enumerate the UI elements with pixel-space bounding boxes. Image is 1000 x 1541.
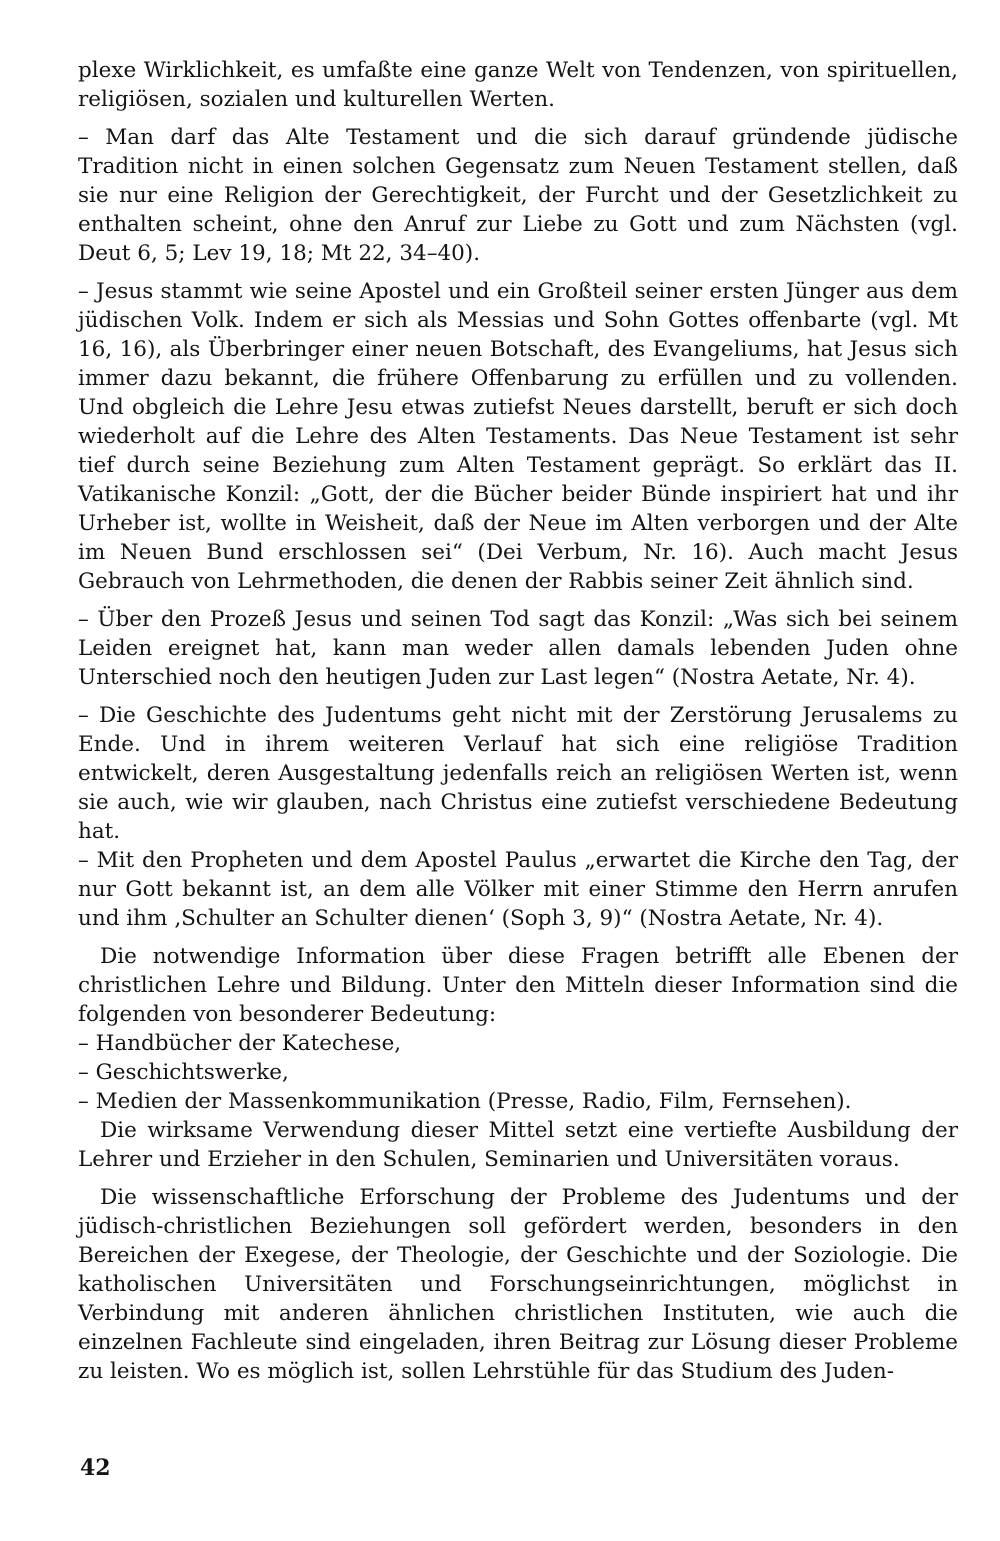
list-item: – Medien der Massenkommunikation (Presse, Radio, Film, Fernsehen). <box>78 1089 852 1114</box>
paragraph-effective-use: Die wirksame Verwendung dieser Mittel setzt eine vertiefte Ausbildung der Lehrer und Erzieher in den Schulen, Seminarien und Universitäten voraus. <box>78 1118 958 1172</box>
paragraph-jesus-origin: – Jesus stammt wie seine Apostel und ein Großteil seiner ersten Jünger aus dem jüdischen Volk. Indem er sich als Messias und Sohn Gottes offenbarte (vgl. Mt 16, 16), als Überbringer einer neuen Botschaft, des Evangeliums, hat Jesus sich immer dazu bekannt, die frühere Offenbarung zu erfüllen und zu vollenden. Und obgleich die Lehre Jesu etwas zutiefst Neues darstellt, beruft er sich doch wiederholt auf die Lehre des Alten Testaments. Das Neue Testament ist sehr tief durch seine Beziehung zum Alten Testament geprägt. So erklärt das II. Vatikanische Konzil: „Gott, der die Bücher beider Bünde inspiriert hat und ihr Urheber ist, wollte in Weisheit, daß der Neue im Alten verborgen und der Alte im Neuen Bund erschlossen sei“ (Dei Verbum, Nr. 16). Auch macht Jesus Gebrauch von Lehrmethoden, die denen der Rabbis seiner Zeit ähnlich sind. <box>78 279 958 594</box>
page-body <box>78 56 958 1386</box>
paragraph-old-testament: – Man darf das Alte Testament und die sich darauf gründende jüdische Tradition nicht in einen solchen Gegensatz zum Neuen Testament stellen, daß sie nur eine Religion der Gerechtigkeit, der Furcht und der Gesetzlichkeit zu enthalten scheint, ohne den Anruf zur Liebe zu Gott und zum Nächsten (vgl. Deut 6, 5; Lev 19, 18; Mt 22, 34–40). <box>78 125 958 266</box>
paragraph-prophets-paul: – Mit den Propheten und dem Apostel Paulus „erwartet die Kirche den Tag, der nur Gott bekannt ist, an dem alle Völker mit einer Stimme den Herrn anrufen und ihm ‚Schulter an Schulter dienen‘ (Soph 3, 9)“ (Nostra Aetate, Nr. 4). <box>78 848 958 931</box>
paragraph-information: Die notwendige Information über diese Fragen betrifft alle Ebenen der christlichen Lehre und Bildung. Unter den Mitteln dieser Information sind die folgenden von besonderer Bedeutung: <box>78 944 958 1027</box>
means-list <box>78 1029 958 1116</box>
paragraph-history-of-judaism: – Die Geschichte des Judentums geht nicht mit der Zerstörung Jerusalems zu Ende. Und in ihrem weiteren Verlauf hat sich eine religiöse Tradition entwickelt, deren Ausgestaltung jedenfalls reich an religiösen Werten ist, wenn sie auch, wie wir glauben, nach Christus eine zutiefst verschiedene Bedeutung hat. <box>78 703 958 844</box>
list-item: – Handbücher der Katechese, <box>78 1031 402 1056</box>
paragraph-continuation: plexe Wirklichkeit, es umfaßte eine ganze Welt von Tendenzen, von spirituellen, religiösen, sozialen und kulturellen Werten. <box>78 58 958 112</box>
paragraph-trial-of-jesus: – Über den Prozeß Jesus und seinen Tod sagt das Konzil: „Was sich bei seinem Leiden ereignet hat, kann man weder allen damals lebenden Juden ohne Unterschied noch den heutigen Juden zur Last legen“ (Nostra Aetate, Nr. 4). <box>78 607 958 690</box>
page-number: 42 <box>80 1455 111 1481</box>
paragraph-scientific-research: Die wissenschaftliche Erforschung der Probleme des Judentums und der jüdisch-christlichen Beziehungen soll gefördert werden, besonders in den Bereichen der Exegese, der Theologie, der Geschichte und der Soziologie. Die katholischen Universitäten und Forschungseinrichtungen, möglichst in Verbindung mit anderen ähnlichen christlichen Instituten, wie auch die einzelnen Fachleute sind eingeladen, ihren Beitrag zur Lösung dieser Probleme zu leisten. Wo es möglich ist, sollen Lehrstühle für das Studium des Juden- <box>78 1185 958 1384</box>
list-item: – Geschichtswerke, <box>78 1060 289 1085</box>
